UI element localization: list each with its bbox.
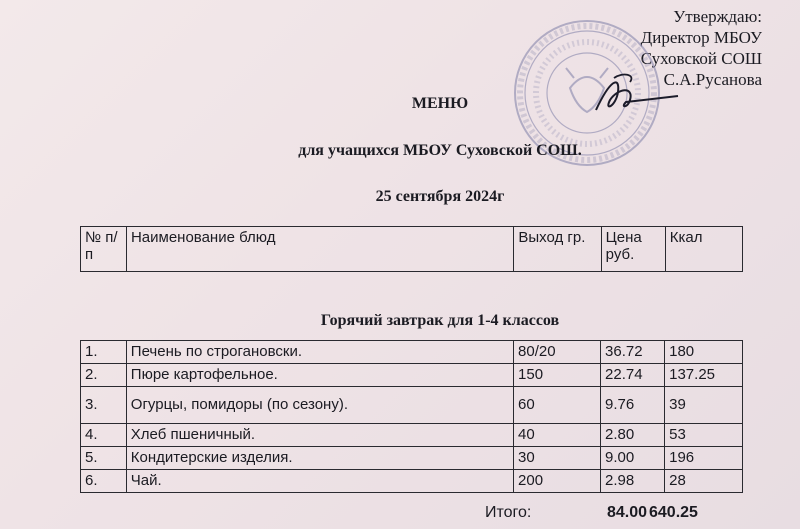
table-row — [81, 470, 743, 493]
approval-line: Утверждаю: — [673, 7, 762, 26]
item-price: 9.76 — [601, 387, 665, 424]
total-label: Итого: — [485, 504, 532, 521]
menu-header-table — [80, 226, 743, 272]
item-price: 36.72 — [601, 341, 665, 364]
item-name: Пюре картофельное. — [126, 364, 513, 387]
item-output: 150 — [514, 364, 601, 387]
item-kcal: 137.25 — [665, 364, 743, 387]
menu-subtitle: для учащихся МБОУ Суховской СОШ. — [298, 142, 582, 159]
table-row — [81, 424, 743, 447]
table-row — [81, 341, 743, 364]
item-num: 1. — [81, 341, 127, 364]
item-num: 4. — [81, 424, 127, 447]
header-price: Цена руб. — [601, 227, 665, 272]
menu-date: 25 сентября 2024г — [375, 188, 505, 205]
header-kcal: Ккал — [665, 227, 742, 272]
item-output: 40 — [514, 424, 601, 447]
item-name: Огурцы, помидоры (по сезону). — [126, 387, 513, 424]
item-name: Печень по строгановски. — [126, 341, 513, 364]
item-price: 2.80 — [601, 424, 665, 447]
item-num: 6. — [81, 470, 127, 493]
total-kcal: 640.25 — [649, 504, 698, 521]
approval-position: Директор МБОУ — [640, 28, 762, 47]
item-output: 80/20 — [514, 341, 601, 364]
approval-school: Суховской СОШ — [640, 49, 762, 68]
item-kcal: 28 — [665, 470, 743, 493]
item-num: 5. — [81, 447, 127, 470]
item-num: 2. — [81, 364, 127, 387]
total-row — [485, 504, 698, 522]
item-price: 9.00 — [601, 447, 665, 470]
header-output: Выход гр. — [514, 227, 601, 272]
table-row — [81, 387, 743, 424]
item-kcal: 180 — [665, 341, 743, 364]
item-output: 30 — [514, 447, 601, 470]
header-name: Наименование блюд — [126, 227, 513, 272]
item-kcal: 39 — [665, 387, 743, 424]
item-name: Чай. — [126, 470, 513, 493]
item-price: 22.74 — [601, 364, 665, 387]
item-num: 3. — [81, 387, 127, 424]
item-price: 2.98 — [601, 470, 665, 493]
approval-director-name: С.А.Русанова — [663, 70, 762, 89]
menu-title: МЕНЮ — [411, 95, 469, 112]
menu-items-table — [80, 340, 743, 493]
table-row — [81, 447, 743, 470]
total-price: 84.00 — [607, 504, 648, 521]
table-row — [81, 364, 743, 387]
header-num: № п/п — [81, 227, 127, 272]
section-title: Горячий завтрак для 1-4 классов — [320, 312, 560, 329]
item-kcal: 53 — [665, 424, 743, 447]
item-output: 60 — [514, 387, 601, 424]
item-name: Хлеб пшеничный. — [126, 424, 513, 447]
item-kcal: 196 — [665, 447, 743, 470]
item-output: 200 — [514, 470, 601, 493]
item-name: Кондитерские изделия. — [126, 447, 513, 470]
